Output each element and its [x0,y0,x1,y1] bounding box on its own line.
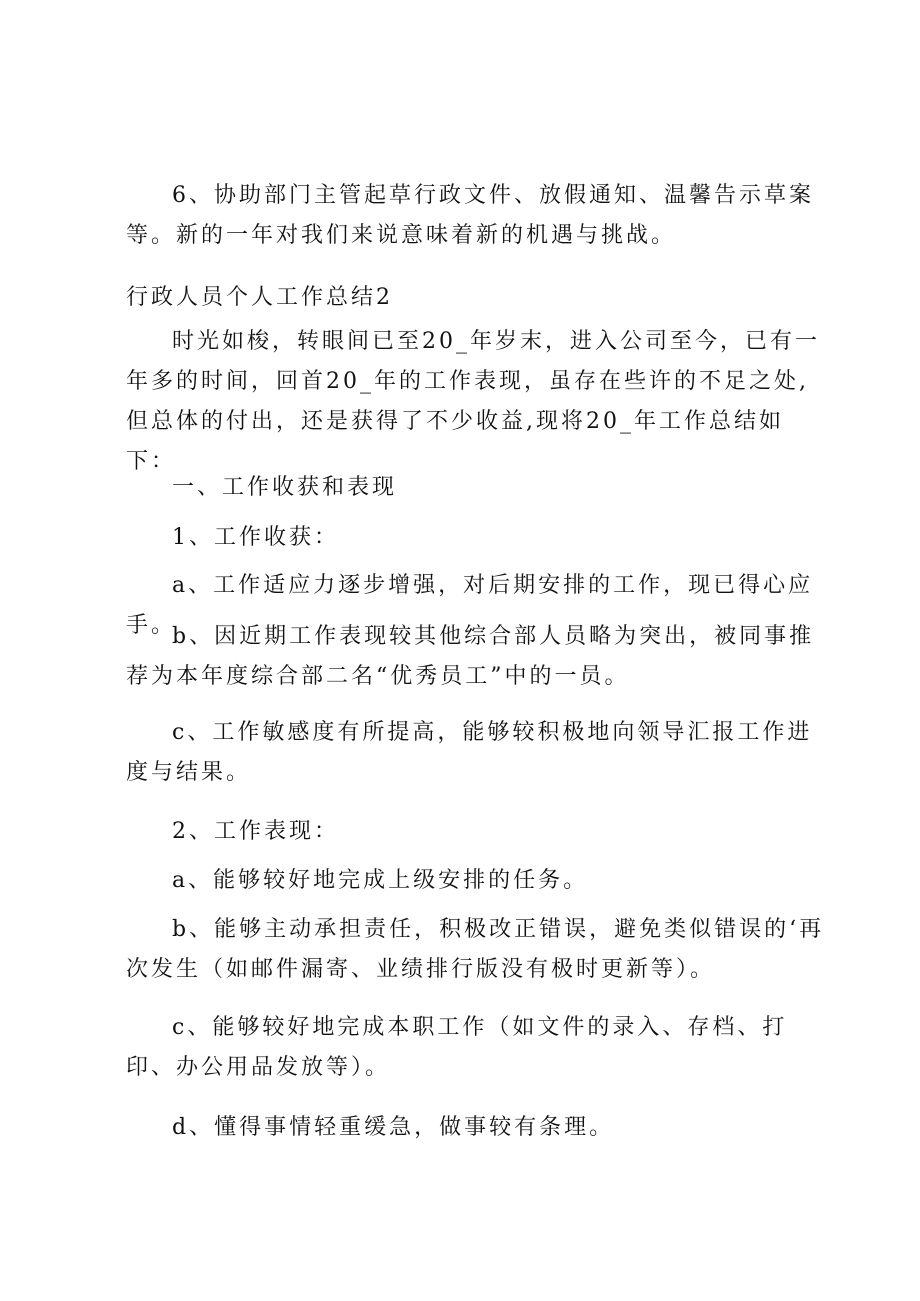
paragraph-intro: 时光如梭，转眼间已至20_年岁末，进入公司至今，已有一年多的时间，回首20_年的工作表现，虽存在些许的不足之处,但总体的付出，还是获得了不少收益,现将20_年工作总结如下： [126,329,820,474]
heading-section-one: 一、工作收获和表现 [172,475,398,500]
heading-work-gains: 1、工作收获： [172,525,339,550]
paragraph-perf-a: a、能够较好地完成上级安排的任务。 [172,868,589,893]
paragraph-gain-b: b、因近期工作表现较其他综合部人员略为突出，被同事推荐为本年度综合部二名“优秀员工”中的一员。 [126,624,815,689]
paragraph-perf-c: c、能够较好地完成本职工作（如文件的录入、存档、打印、办公用品发放等）。 [126,1015,788,1080]
paragraph-gain-a: a、工作适应力逐步增强，对后期安排的工作，现已得心应手。 [126,573,814,638]
paragraph-perf-b: b、能够主动承担责任，积极改正错误，避免类似错误的‘再次发生（如邮件漏寄、业绩排行版没有极时更新等）。 [126,917,825,982]
paragraph-gain-c: c、工作敏感度有所提高，能够较积极地向领导汇报工作进度与结果。 [126,720,813,785]
heading-work-performance: 2、工作表现： [172,819,339,844]
paragraph-perf-d: d、懂得事情轻重缓急，做事较有条理。 [172,1115,615,1140]
paragraph-item-6: 6、协助部门主管起草行政文件、放假通知、温馨告示草案等。新的一年对我们来说意味着新的机遇与挑战。 [126,183,814,248]
section-title: 行政人员个人工作总结2 [126,285,393,310]
